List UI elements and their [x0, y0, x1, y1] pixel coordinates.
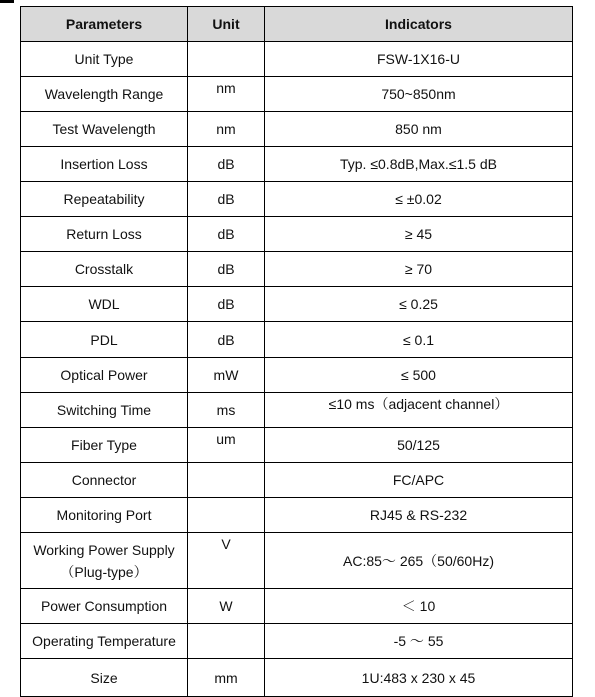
- unit-cell: [188, 624, 265, 659]
- unit-cell: dB: [188, 182, 265, 217]
- unit-cell: um: [188, 428, 265, 463]
- indicator-cell: FC/APC: [265, 463, 573, 498]
- table-row: [21, 624, 573, 659]
- unit-cell: W: [188, 589, 265, 624]
- specifications-table: [20, 6, 573, 697]
- unit-cell: dB: [188, 217, 265, 252]
- indicator-cell: ≤ ±0.02: [265, 182, 573, 217]
- parameter-cell: Repeatability: [21, 182, 188, 217]
- unit-cell: V: [188, 533, 265, 589]
- indicator-cell: Typ. ≤0.8dB,Max.≤1.5 dB: [265, 147, 573, 182]
- table-row: [21, 287, 573, 322]
- parameter-cell: Power Consumption: [21, 589, 188, 624]
- table-row: [21, 533, 573, 589]
- parameter-cell: WDL: [21, 287, 188, 322]
- indicator-cell: 850 nm: [265, 112, 573, 147]
- unit-cell: dB: [188, 322, 265, 358]
- table-row: [21, 659, 573, 697]
- unit-cell: dB: [188, 147, 265, 182]
- indicator-cell: ≤ 500: [265, 358, 573, 393]
- indicator-cell: AC:85～ 265（50/60Hz): [265, 533, 573, 589]
- parameter-cell: Optical Power: [21, 358, 188, 393]
- table-row: [21, 463, 573, 498]
- table-row: [21, 77, 573, 112]
- parameter-cell: Operating Temperature: [21, 624, 188, 659]
- unit-cell: dB: [188, 287, 265, 322]
- parameter-cell: Insertion Loss: [21, 147, 188, 182]
- indicator-cell: ≤ 0.1: [265, 322, 573, 358]
- indicator-cell: 50/125: [265, 428, 573, 463]
- parameter-cell: Switching Time: [21, 393, 188, 428]
- unit-cell: nm: [188, 77, 265, 112]
- indicator-cell: ≥ 45: [265, 217, 573, 252]
- table-row: [21, 252, 573, 287]
- unit-cell: mm: [188, 659, 265, 697]
- indicator-cell: 750~850nm: [265, 77, 573, 112]
- indicator-cell: ≥ 70: [265, 252, 573, 287]
- unit-cell: ms: [188, 393, 265, 428]
- indicator-cell: -5 ～ 55: [265, 624, 573, 659]
- unit-cell: [188, 42, 265, 77]
- unit-cell: dB: [188, 252, 265, 287]
- parameter-line-1: Working Power Supply: [33, 541, 175, 558]
- unit-cell: nm: [188, 112, 265, 147]
- table-row: [21, 358, 573, 393]
- parameter-cell: Monitoring Port: [21, 498, 188, 533]
- table-row: [21, 322, 573, 358]
- indicator-cell: RJ45 & RS-232: [265, 498, 573, 533]
- table-row: [21, 393, 573, 428]
- parameter-cell: Unit Type: [21, 42, 188, 77]
- table-header-row: [21, 7, 573, 42]
- table-row: [21, 217, 573, 252]
- indicator-cell: FSW-1X16-U: [265, 42, 573, 77]
- table-row: [21, 42, 573, 77]
- parameter-cell: Connector: [21, 463, 188, 498]
- header-unit: Unit: [188, 7, 265, 42]
- table-row: [21, 182, 573, 217]
- table-row: [21, 428, 573, 463]
- indicator-cell: ≤ 0.25: [265, 287, 573, 322]
- parameter-cell: PDL: [21, 322, 188, 358]
- parameter-cell: Wavelength Range: [21, 77, 188, 112]
- header-indicators: Indicators: [265, 7, 573, 42]
- corner-mark: [0, 0, 14, 3]
- indicator-cell: ≤10 ms（adjacent channel）: [265, 393, 573, 428]
- table-row: [21, 147, 573, 182]
- parameter-cell: Return Loss: [21, 217, 188, 252]
- indicator-cell: 1U:483 x 230 x 45: [265, 659, 573, 697]
- table-row: [21, 112, 573, 147]
- unit-cell: [188, 498, 265, 533]
- unit-cell: [188, 463, 265, 498]
- indicator-cell: ＜ 10: [265, 589, 573, 624]
- table-row: [21, 589, 573, 624]
- parameter-cell: Crosstalk: [21, 252, 188, 287]
- parameter-cell: Size: [21, 659, 188, 697]
- parameter-line-2: （Plug-type）: [60, 563, 148, 580]
- parameter-cell: [21, 533, 188, 589]
- table-row: [21, 498, 573, 533]
- parameter-cell: Test Wavelength: [21, 112, 188, 147]
- header-parameters: Parameters: [21, 7, 188, 42]
- unit-cell: mW: [188, 358, 265, 393]
- parameter-cell: Fiber Type: [21, 428, 188, 463]
